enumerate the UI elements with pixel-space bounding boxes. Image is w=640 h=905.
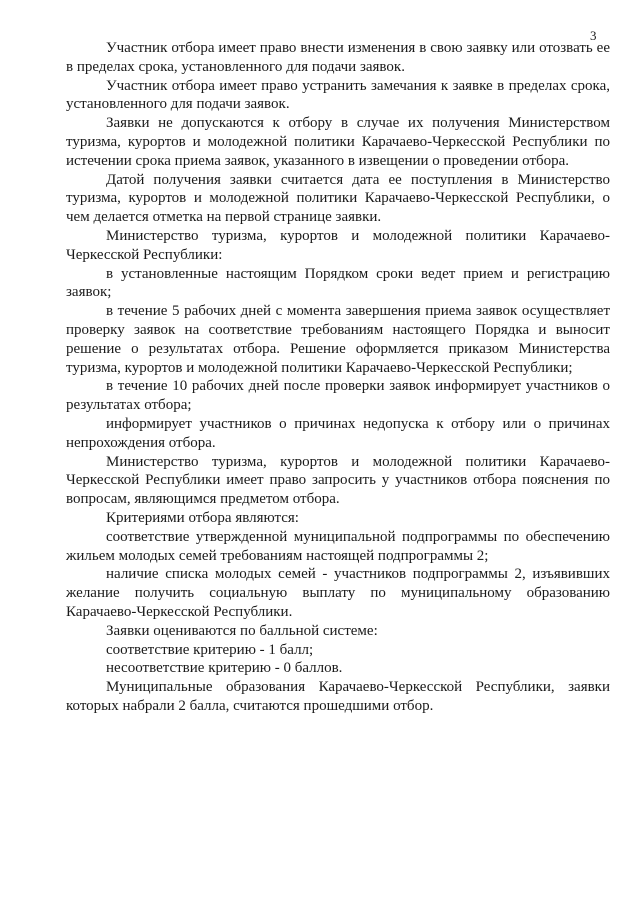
paragraph-8: в течение 10 рабочих дней после проверки заявок информирует участников о результатах отбора; <box>66 378 610 414</box>
paragraph-9: информирует участников о причинах недопуска к отбору или о причинах непрохождения отбора. <box>66 415 610 451</box>
paragraph-15: соответствие критерию - 1 балл; <box>106 641 314 658</box>
paragraph-7: в течение 5 рабочих дней с момента завершения приема заявок осуществляет проверку заявок на соответствие требованиям настоящего Порядка и выносит решение о результатах отбора. Решение оформляется приказом Министерства туризма, курортов и молодежной политики Карачаево-Черкесской Республики; <box>66 303 610 376</box>
paragraph-11: Критериями отбора являются: <box>106 509 299 526</box>
paragraph-10: Министерство туризма, курортов и молодежной политики Карачаево-Черкесской Республики имеет право запросить у участников отбора пояснения по вопросам, являющимся предметом отбора. <box>66 453 610 508</box>
paragraph-1: Участник отбора имеет право внести изменения в свою заявку или отозвать ее в пределах срока, установленного для подачи заявок. <box>66 40 610 75</box>
paragraph-4: Датой получения заявки считается дата ее поступления в Министерство туризма, курортов и молодежной политики Карачаево-Черкесской Республики, о чем делается отметка на первой странице заявки. <box>66 171 610 226</box>
paragraph-6: в установленные настоящим Порядком сроки ведет прием и регистрацию заявок; <box>66 265 610 301</box>
page-number: 3 <box>590 28 597 43</box>
paragraph-2: Участник отбора имеет право устранить замечания к заявке в пределах срока, установленного для подачи заявок. <box>66 77 610 113</box>
document-body <box>66 39 610 716</box>
paragraph-5: Министерство туризма, курортов и молодежной политики Карачаево-Черкесской Республики: <box>66 227 610 263</box>
paragraph-3: Заявки не допускаются к отбору в случае их получения Министерством туризма, курортов и молодежной политики Карачаево-Черкесской Республики по истечении срока приема заявок, указанного в извещении о проведении отбора. <box>66 115 610 169</box>
paragraph-12: соответствие утвержденной муниципальной подпрограммы по обеспечению жильем молодых семей требованиям настоящей подпрограммы 2; <box>66 528 610 564</box>
paragraph-17: Муниципальные образования Карачаево-Черкесской Республики, заявки которых набрали 2 балла, считаются прошедшими отбор. <box>66 679 610 714</box>
paragraph-16: несоответствие критерию - 0 баллов. <box>106 660 343 677</box>
paragraph-13: наличие списка молодых семей - участников подпрограммы 2, изъявивших желание получить социальную выплату по муниципальному образованию Карачаево-Черкесской Республики. <box>66 566 610 620</box>
paragraph-14: Заявки оцениваются по балльной системе: <box>106 622 378 639</box>
